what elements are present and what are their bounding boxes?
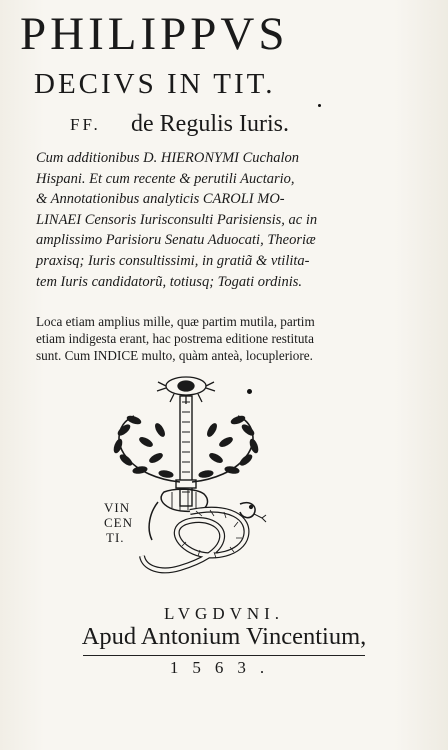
description-line: LINAEI Censoris Iurisconsulti Parisiensis, ac in xyxy=(36,211,318,228)
description-line: praxisq; Iuris consultissimi, in gratiã & vtilita- xyxy=(36,252,310,269)
title-ff-abbreviation: FF. xyxy=(70,115,101,134)
right-olive-branch-icon xyxy=(192,415,259,482)
eye-sun-icon xyxy=(157,377,215,404)
description-line: amplissimo Parisioru Senatu Aduocati, Theoriæ xyxy=(36,232,316,249)
serpent-icon xyxy=(142,503,266,571)
description-line: & Annotationibus analyticis CAROLI MO- xyxy=(36,191,285,208)
imprint-publisher: Apud Antonium Vincentium, xyxy=(81,623,367,650)
ink-speck xyxy=(318,104,321,107)
edition-note-paragraph xyxy=(36,313,421,365)
description-paragraph xyxy=(36,148,416,292)
note-line: Loca etiam amplius mille, quæ partim mutila, partim xyxy=(36,314,315,329)
book-title-subject: de Regulis Iuris. xyxy=(131,111,289,137)
description-line: tem Iuris candidatorũ, totiusq; Togati ordinis. xyxy=(36,273,302,290)
book-title-author-second-line: DECIVS IN TIT. xyxy=(34,68,276,100)
description-line: Cum additionibus D. HIERONYMI Cuchalon xyxy=(36,150,300,166)
note-line: etiam indigesta erant, hac postrema editione restituta xyxy=(36,331,314,347)
imprint-year: 1563. xyxy=(169,658,279,677)
description-line: Hispani. Et cum recente & perutili Auctario, xyxy=(36,170,295,187)
book-title-author: PHILIPPVS xyxy=(20,8,289,60)
emblem-motto-line: VIN xyxy=(104,500,131,515)
emblem-motto-line: CEN xyxy=(104,515,133,530)
emblem-motto-line: TI. xyxy=(106,530,125,545)
note-line: sunt. Cum INDICE multo, quàm anteà, locupleriore. xyxy=(36,348,313,364)
imprint-rule xyxy=(83,655,365,656)
imprint-place: LVGDVNI. xyxy=(163,604,285,623)
printer-device-emblem xyxy=(100,372,360,592)
left-olive-branch-icon xyxy=(113,415,180,482)
